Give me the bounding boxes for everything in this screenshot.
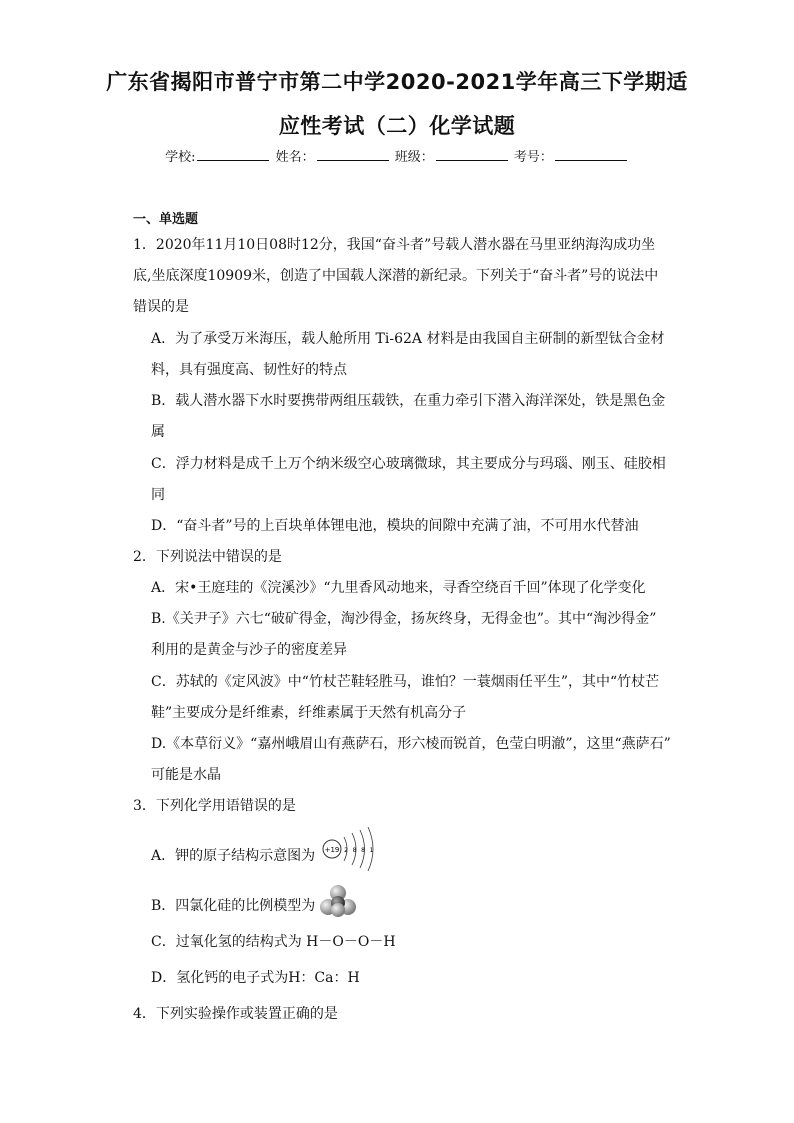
school-blank[interactable]: [197, 146, 269, 161]
potassium-atom-structure-diagram: [320, 827, 378, 871]
q1-option-a-cont: 料，具有强度高、韧性好的特点: [151, 362, 347, 378]
q3-option-c: C．过氧化氢的结构式为 H－O－O－H: [151, 934, 396, 950]
q1-stem-line-2: 底,坐底深度10909米，创造了中国载人深潜的新纪录。下列关于“奋斗者”号的说法中: [133, 268, 659, 284]
q1-option-c: C．浮力材料是成千上万个纳米级空心玻璃微球，其主要成分与玛瑙、刚玉、硅胶相: [151, 456, 666, 472]
q1-option-b: B．载人潜水器下水时要携带两组压载铁，在重力牵引下潜入海洋深处，铁是黑色金: [151, 393, 666, 409]
q3-stem: 3．下列化学用语错误的是: [133, 798, 296, 814]
q4-stem: 4．下列实验操作或装置正确的是: [133, 1006, 338, 1022]
shell-count-2: 8: [352, 847, 356, 854]
q3-option-d: D．氢化钙的电子式为H：Ca：H: [151, 970, 360, 986]
name-label: 姓名：: [275, 150, 315, 165]
name-blank[interactable]: [317, 146, 389, 161]
class-label: 班级：: [394, 150, 434, 165]
shell-count-3: 8: [360, 847, 365, 854]
shell-count-4: 1: [369, 847, 373, 854]
q1-option-d: D．“奋斗者”号的上百块单体锂电池，模块的间隙中充满了油，不可用水代替油: [151, 518, 639, 534]
q2-option-b: B.《关尹子》六七“破矿得金，淘沙得金，扬灰终身，无得金也”。其中“淘沙得金”: [151, 611, 657, 627]
section-title: 一、单选题: [133, 212, 199, 227]
q1-stem-line-1: 1．2020年11月10日08时12分，我国“奋斗者”号载人潜水器在马里亚纳海沟成功坐: [133, 237, 656, 253]
q2-stem: 2．下列说法中错误的是: [133, 549, 282, 565]
q1-option-c-cont: 同: [151, 487, 165, 503]
q2-option-c: C．苏轼的《定风波》中“竹杖芒鞋轻胜马，谁怕？一蓑烟雨任平生”，其中“竹杖芒: [151, 674, 660, 690]
q3-option-a-text: A．钾的原子结构示意图为: [151, 848, 316, 864]
q3-option-b-text: B．四氯化硅的比例模型为: [151, 898, 316, 914]
class-blank[interactable]: [436, 146, 508, 161]
chlorine-atom-front: [331, 903, 345, 917]
q2-option-d-cont: 可能是水晶: [151, 767, 221, 783]
q1-option-a: A．为了承受万米海压，载人舱所用 Ti-62A 材料是由我国自主研制的新型钛合金材: [151, 331, 665, 347]
q2-option-c-cont: 鞋”主要成分是纤维素，纤维素属于天然有机高分子: [151, 705, 467, 721]
exam-no-blank[interactable]: [555, 146, 627, 161]
shell-count-1: 2: [343, 847, 348, 854]
q1-stem-line-3: 错误的是: [133, 299, 189, 315]
sicl4-space-filling-model: [320, 884, 356, 918]
exam-no-label: 考号：: [513, 150, 553, 165]
title-line-1: 广东省揭阳市普宁市第二中学2020-2021学年高三下学期适: [106, 70, 688, 94]
q2-option-a: A．宋•王庭珪的《浣溪沙》“九里香风动地来，寻香空绕百千回”体现了化学变化: [151, 580, 646, 596]
nucleus-label: +19: [324, 846, 339, 854]
q1-option-b-cont: 属: [151, 424, 165, 440]
student-info-row: [0, 146, 794, 165]
title-line-2: 应性考试（二）化学试题: [278, 114, 516, 138]
school-label: 学校:: [165, 150, 196, 165]
q2-option-d: D.《本草衍义》“嘉州峨眉山有燕萨石，形六棱而锐首，色莹白明澈”，这里“燕萨石”: [151, 736, 671, 752]
q2-option-b-cont: 利用的是黄金与沙子的密度差异: [151, 642, 347, 658]
q3-option-a: [151, 841, 378, 871]
q3-option-b: [151, 894, 356, 918]
